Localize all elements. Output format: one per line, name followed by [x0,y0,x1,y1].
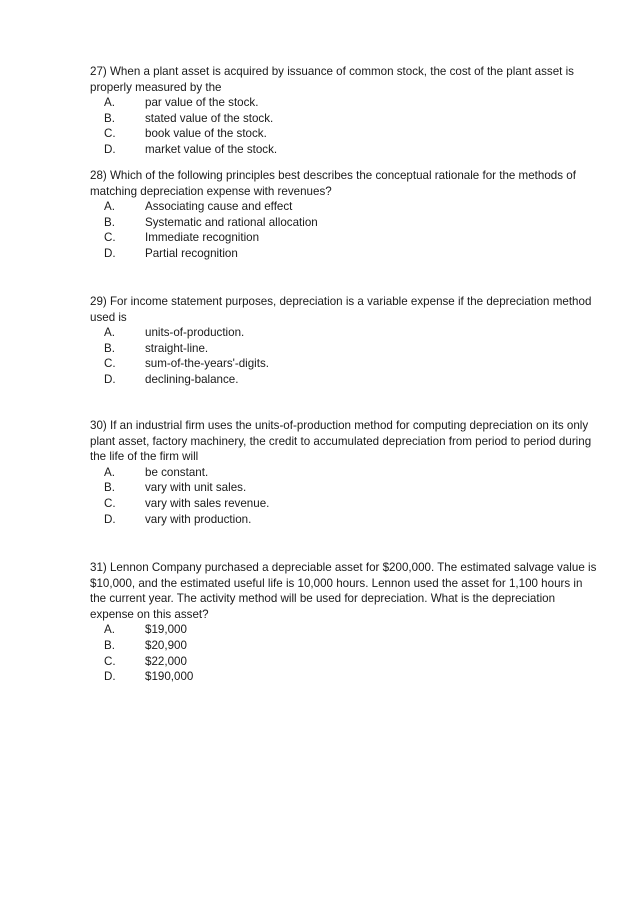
option-text: be constant. [145,465,209,479]
option-text: market value of the stock. [145,142,278,156]
question-31 [90,560,600,685]
option-text: book value of the stock. [145,127,267,141]
option-c [90,356,600,372]
question-29 [90,294,600,388]
answer-options [90,95,600,157]
option-c [90,654,600,670]
option-letter: C. [104,357,116,371]
option-letter: D. [104,372,116,386]
option-b [90,480,600,496]
option-text: par value of the stock. [145,96,259,110]
option-a [90,622,600,638]
option-letter: D. [104,670,116,684]
question-27 [90,64,600,158]
option-letter: C. [104,127,116,141]
option-text: $190,000 [145,670,194,684]
option-d [90,512,600,528]
question-30 [90,418,600,527]
option-b [90,215,600,231]
option-a [90,95,600,111]
option-text: Partial recognition [145,246,238,260]
option-letter: C. [104,231,116,245]
question-text: 28) Which of the following principles best describes the conceptual rationale for the methods of matching depreciation expense with revenues? [90,169,576,198]
option-c [90,496,600,512]
option-text: vary with unit sales. [145,481,247,495]
option-a [90,325,600,341]
option-a [90,199,600,215]
option-d [90,142,600,158]
option-letter: D. [104,142,116,156]
answer-options [90,465,600,527]
option-text: units-of-production. [145,326,245,340]
option-d [90,246,600,262]
option-letter: A. [104,200,115,214]
option-letter: D. [104,246,116,260]
option-text: sum-of-the-years'-digits. [145,357,269,371]
option-text: Immediate recognition [145,231,260,245]
option-text: $20,900 [145,638,187,652]
option-d [90,669,600,685]
option-letter: C. [104,654,116,668]
option-letter: D. [104,512,116,526]
option-letter: B. [104,481,115,495]
option-text: straight-line. [145,341,209,355]
option-letter: B. [104,341,115,355]
answer-options [90,622,600,684]
option-c [90,230,600,246]
answer-options [90,199,600,261]
option-a [90,465,600,481]
option-text: Associating cause and effect [145,200,293,214]
option-c [90,126,600,142]
option-letter: A. [104,96,115,110]
option-letter: C. [104,496,116,510]
option-b [90,638,600,654]
option-b [90,111,600,127]
question-text: 31) Lennon Company purchased a depreciable asset for $200,000. The estimated salvage value is $10,000, and the estimated useful life is 10,000 hours. Lennon used the asset for 1,100 hours in the current year. The activity method will be used for depreciation. What is the depreciation expense on this asset? [90,561,597,621]
option-text: declining-balance. [145,372,239,386]
option-letter: A. [104,623,115,637]
answer-options [90,325,600,387]
option-text: $19,000 [145,623,187,637]
option-letter: B. [104,215,115,229]
option-letter: A. [104,326,115,340]
question-text: 29) For income statement purposes, depreciation is a variable expense if the depreciation method used is [90,295,592,324]
option-letter: A. [104,465,115,479]
question-28 [90,168,600,262]
option-b [90,341,600,357]
option-text: Systematic and rational allocation [145,215,318,229]
option-text: vary with production. [145,512,252,526]
option-d [90,372,600,388]
option-text: vary with sales revenue. [145,496,270,510]
question-text: 27) When a plant asset is acquired by issuance of common stock, the cost of the plant asset is properly measured by the [90,65,574,94]
option-text: $22,000 [145,654,187,668]
option-letter: B. [104,638,115,652]
option-text: stated value of the stock. [145,111,274,125]
option-letter: B. [104,111,115,125]
question-text: 30) If an industrial firm uses the units-of-production method for computing depreciation on its only plant asset, factory machinery, the credit to accumulated depreciation from period to period during the life of the firm will [90,419,592,464]
